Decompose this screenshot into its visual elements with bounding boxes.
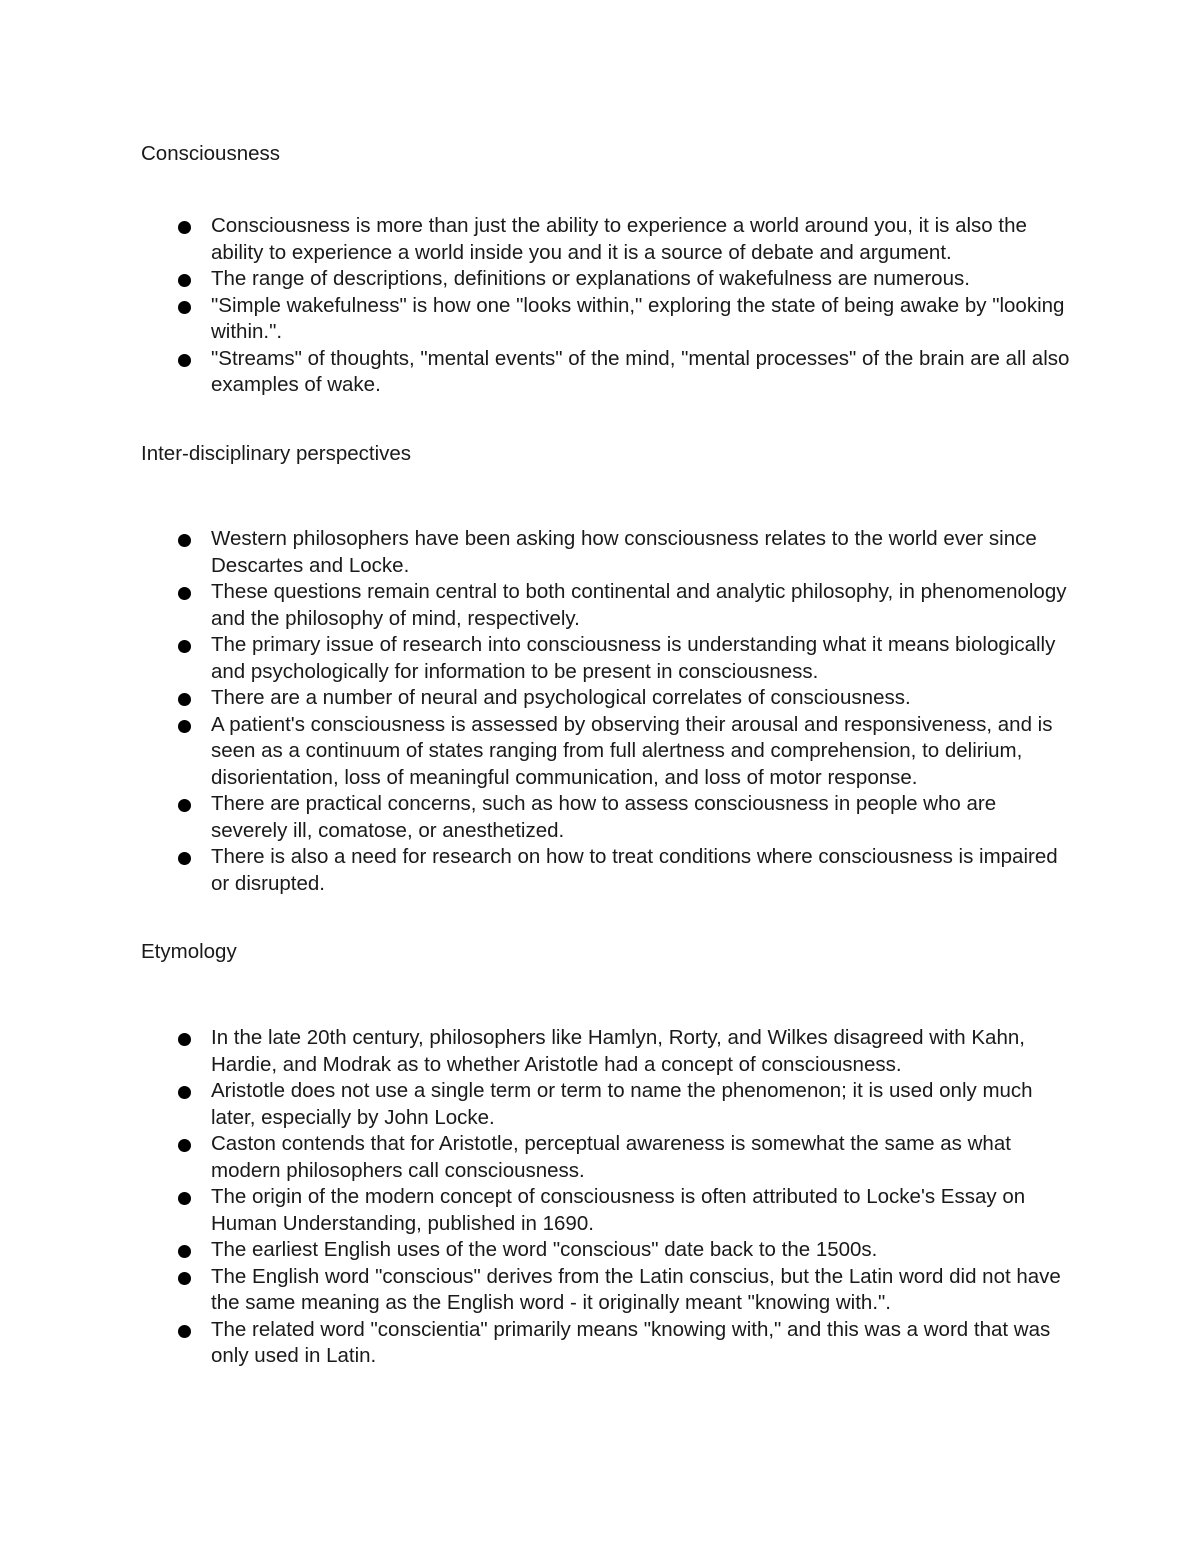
list-item: The English word "conscious" derives from the Latin conscius, but the Latin word did not have the same meaning as the English word - it originally meant "knowing with.". xyxy=(0,1264,1071,1317)
bullet-icon xyxy=(178,587,191,600)
list-item: The origin of the modern concept of consciousness is often attributed to Locke's Essay on Human Understanding, published in 1690. xyxy=(0,1184,1071,1237)
bullet-icon xyxy=(178,720,191,733)
list-item: The range of descriptions, definitions or explanations of wakefulness are numerous. xyxy=(0,266,1071,293)
list-item: There is also a need for research on how to treat conditions where consciousness is impaired or disrupted. xyxy=(0,844,1071,897)
list-item: There are a number of neural and psychological correlates of consciousness. xyxy=(0,685,1071,712)
section-heading-inter-disciplinary: Inter-disciplinary perspectives xyxy=(141,442,412,465)
bullet-icon xyxy=(178,274,191,287)
bullet-icon xyxy=(178,1139,191,1152)
list-item: The earliest English uses of the word "conscious" date back to the 1500s. xyxy=(0,1237,1071,1264)
section-heading-etymology: Etymology xyxy=(141,940,237,963)
section-heading-consciousness: Consciousness xyxy=(141,142,281,165)
list-item: In the late 20th century, philosophers like Hamlyn, Rorty, and Wilkes disagreed with Kahn, Hardie, and Modrak as to whether Aristotle had a concept of consciousness. xyxy=(0,1025,1071,1078)
bullet-icon xyxy=(178,1272,191,1285)
list-item: A patient's consciousness is assessed by observing their arousal and responsiveness, and is seen as a continuum of states ranging from full alertness and comprehension, to delirium, disorientation, loss of meaningful communication, and loss of motor response. xyxy=(0,712,1071,792)
list-item: These questions remain central to both continental and analytic philosophy, in phenomenology and the philosophy of mind, respectively. xyxy=(0,579,1071,632)
bullet-icon xyxy=(178,852,191,865)
list-item: Caston contends that for Aristotle, perceptual awareness is somewhat the same as what modern philosophers call consciousness. xyxy=(0,1131,1071,1184)
bullet-icon xyxy=(178,1033,191,1046)
bullet-icon xyxy=(178,354,191,367)
bullet-list-consciousness xyxy=(0,213,1071,399)
bullet-icon xyxy=(178,1245,191,1258)
bullet-icon xyxy=(178,1086,191,1099)
list-item: "Simple wakefulness" is how one "looks within," exploring the state of being awake by "looking within.". xyxy=(0,293,1071,346)
bullet-icon xyxy=(178,693,191,706)
list-item: The related word "conscientia" primarily means "knowing with," and this was a word that was only used in Latin. xyxy=(0,1317,1071,1370)
bullet-icon xyxy=(178,1192,191,1205)
bullet-list-etymology xyxy=(0,1025,1071,1370)
bullet-icon xyxy=(178,1325,191,1338)
list-item: There are practical concerns, such as how to assess consciousness in people who are severely ill, comatose, or anesthetized. xyxy=(0,791,1071,844)
bullet-icon xyxy=(178,534,191,547)
bullet-icon xyxy=(178,799,191,812)
bullet-icon xyxy=(178,221,191,234)
bullet-icon xyxy=(178,301,191,314)
list-item: Aristotle does not use a single term or term to name the phenomenon; it is used only much later, especially by John Locke. xyxy=(0,1078,1071,1131)
bullet-icon xyxy=(178,640,191,653)
list-item: Western philosophers have been asking how consciousness relates to the world ever since Descartes and Locke. xyxy=(0,526,1071,579)
bullet-list-inter-disciplinary xyxy=(0,526,1071,897)
list-item: "Streams" of thoughts, "mental events" of the mind, "mental processes" of the brain are all also examples of wake. xyxy=(0,346,1071,399)
list-item: Consciousness is more than just the ability to experience a world around you, it is also the ability to experience a world inside you and it is a source of debate and argument. xyxy=(0,213,1071,266)
list-item: The primary issue of research into consciousness is understanding what it means biologically and psychologically for information to be present in consciousness. xyxy=(0,632,1071,685)
